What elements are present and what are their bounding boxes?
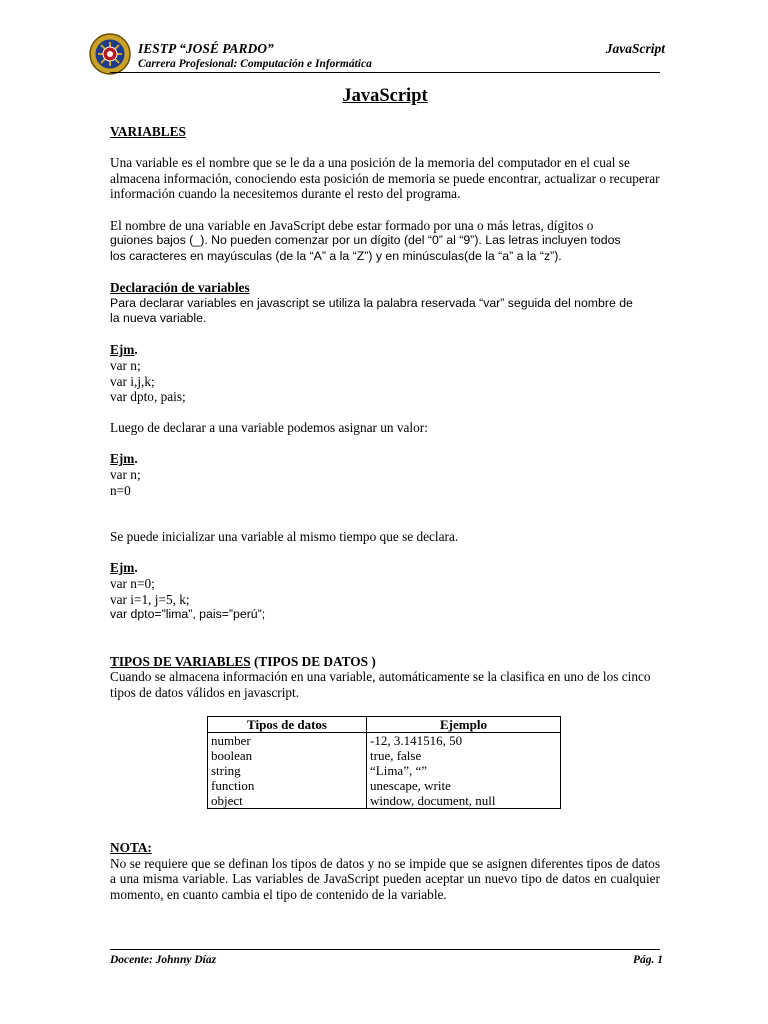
table-cell-type: boolean	[208, 748, 367, 763]
paragraph-naming-line-1: El nombre de una variable en JavaScript debe estar formado por una o más letras, dígitos o	[110, 217, 594, 233]
paragraph-tipos: Cuando se almacena información en una variable, automáticamente se la clasifica en uno de los cinco tipos de datos válidos en javascript.	[110, 669, 651, 700]
header-institution: IESTP “JOSÉ PARDO”	[138, 41, 274, 56]
example-label-dot: .	[134, 451, 138, 467]
code-line: var i=1, j=5, k;	[110, 591, 190, 607]
table-row	[208, 778, 561, 793]
paragraph-nota: No se requiere que se definan los tipos de datos y no se impide que se asignen diferentes tipos de datos a una misma variable. Las variables de JavaScript pueden aceptar un nuevo tipo de datos en cualquier momento, en cuanto cambia el tipo de contenido de la variable.	[110, 855, 660, 902]
code-line: var n=0;	[110, 576, 155, 592]
paragraph-naming-line-2: guiones bajos (_). No pueden comenzar por un dígito (del “0” al “9”). Las letras incluyen todos	[110, 233, 621, 248]
header-subject: JavaScript	[605, 41, 665, 56]
code-line: var n;	[110, 357, 141, 373]
paragraph-asignar: Luego de declarar a una variable podemos asignar un valor:	[110, 420, 428, 436]
example-label-text: Ejm	[110, 560, 135, 576]
example-label-3	[110, 560, 660, 576]
footer-teacher: Docente: Johnny Díaz	[110, 954, 217, 966]
example-label-text: Ejm	[110, 342, 135, 358]
paragraph-naming-line-3: los caracteres en mayúsculas (de la “A” a la “Z”) y en minúsculas(de la “a” a la “z”).	[110, 248, 562, 263]
section-heading-tipos	[110, 654, 660, 670]
column-header-tipos: Tipos de datos	[208, 717, 367, 733]
section-heading-tipos-suffix: (TIPOS DE DATOS )	[250, 653, 376, 669]
document-body	[110, 85, 660, 903]
section-heading-tipos-text: TIPOS DE VARIABLES	[110, 653, 251, 669]
code-line: var i,j,k;	[110, 373, 155, 389]
code-line: n=0	[110, 482, 131, 498]
header-career: Carrera Profesional: Computación e Informática	[138, 58, 372, 70]
table-cell-type: string	[208, 763, 367, 778]
table-cell-type: number	[208, 733, 367, 749]
table-cell-example: true, false	[367, 748, 561, 763]
code-line: var dpto, pais;	[110, 389, 186, 405]
example-label-text: Ejm	[110, 451, 135, 467]
example-label-1	[110, 342, 660, 358]
table-row	[208, 793, 561, 809]
table-row	[208, 763, 561, 778]
page-title: JavaScript	[342, 86, 428, 106]
table-row	[208, 748, 561, 763]
footer-page-number: Pág. 1	[632, 954, 663, 966]
code-line: var dpto=”lima”, pais=”perú”;	[110, 607, 266, 622]
paragraph-variable-definition: Una variable es el nombre que se le da a una posición de la memoria del computador en el cual se almacena información, conociendo esta posición de memoria se puede encontrar, actualizar o recuperar información cuando la necesitemos durante el resto del programa.	[110, 155, 660, 202]
table-cell-example: window, document, null	[367, 793, 561, 809]
example-label-2	[110, 451, 660, 467]
institution-seal-icon	[88, 32, 132, 76]
column-header-ejemplo: Ejemplo	[367, 717, 561, 733]
table-cell-example: -12, 3.141516, 50	[367, 733, 561, 749]
paragraph-inicializar: Se puede inicializar una variable al mismo tiempo que se declara.	[110, 529, 459, 545]
table-cell-type: function	[208, 778, 367, 793]
header-divider	[110, 72, 660, 73]
data-types-table	[207, 716, 561, 809]
footer-divider	[110, 949, 660, 950]
table-cell-type: object	[208, 793, 367, 809]
subheading-declaracion-text: Declaración de variables	[110, 279, 250, 295]
paragraph-declaracion-line-2: la nueva variable.	[110, 311, 207, 326]
example-label-dot: .	[134, 560, 138, 576]
table-row	[208, 733, 561, 749]
code-line: var n;	[110, 467, 141, 483]
table-cell-example: unescape, write	[367, 778, 561, 793]
example-label-dot: .	[134, 342, 138, 358]
section-heading-nota: NOTA:	[110, 840, 152, 856]
table-header-row	[208, 717, 561, 733]
subheading-declaracion	[110, 280, 660, 296]
table-cell-example: “Lima”, “”	[367, 763, 561, 778]
section-heading-variables: VARIABLES	[110, 124, 186, 139]
paragraph-declaracion-line-1: Para declarar variables en javascript se utiliza la palabra reservada “var” seguida del nombre de	[110, 295, 633, 310]
